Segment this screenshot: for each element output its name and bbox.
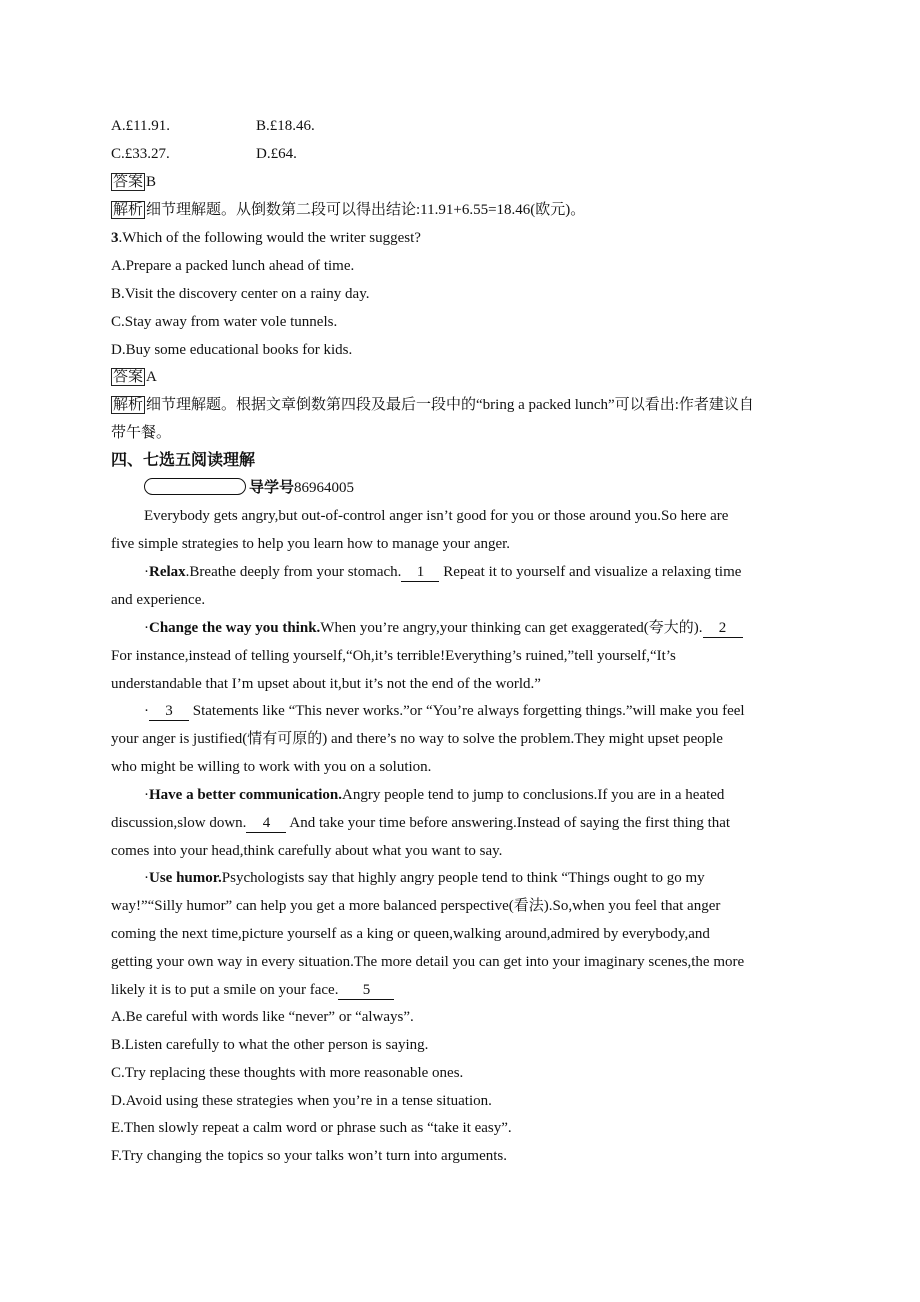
paragraph-3 [144,701,745,721]
humor-paragraph [144,868,705,888]
q2-option-b: B.£18.46. [256,118,315,134]
p3-line-3: who might be willing to work with you on a solution. [111,759,432,775]
passage-intro-line-2: five simple strategies to help you learn how to manage your anger. [111,536,511,552]
q2-analysis [111,200,585,220]
q2-analysis-text: 细节理解题。从倒数第二段可以得出结论:11.91+6.55=18.46(欧元)。 [146,202,586,218]
bullet: · [144,564,149,580]
section-title: 四、七选五阅读理解 [111,450,256,469]
q3-answer-value: A [146,369,157,385]
answer-label: 答案 [113,369,144,385]
relax-text: .Breathe deeply from your stomach. [185,564,402,580]
q2-option-c: C.£33.27. [111,146,170,162]
q3-analysis-line-2: 带午餐。 [111,425,172,441]
passage-intro-line-1: Everybody gets angry,but out-of-control anger isn’t good for you or those around you.So here are [144,508,729,524]
blank-4[interactable]: 4 [246,815,286,833]
communication-line-3: comes into your head,think carefully about what you want to say. [111,843,503,859]
change-line-3: understandable that I’m upset about it,but it’s not the end of the world.” [111,676,541,692]
bullet: · [144,870,149,886]
relax-after: Repeat it to yourself and visualize a relaxing time [443,564,742,580]
communication-text: Angry people tend to jump to conclusions.If you are in a heated [342,787,725,803]
guide-pill-box [144,478,246,495]
communication-paragraph [144,785,724,805]
choice-f: F.Try changing the topics so your talks won’t turn into arguments. [111,1148,508,1164]
relax-paragraph [144,562,741,582]
choice-a: A.Be careful with words like “never” or “always”. [111,1009,414,1025]
choice-e: E.Then slowly repeat a calm word or phrase such as “take it easy”. [111,1120,512,1136]
communication-line-2-post: And take your time before answering.Instead of saying the first thing that [289,815,731,831]
blank-2[interactable]: 2 [703,620,743,638]
change-title: Change the way you think. [149,620,321,636]
q3-option-a: A.Prepare a packed lunch ahead of time. [111,258,355,274]
q3-option-b: B.Visit the discovery center on a rainy day. [111,286,370,302]
q3-analysis [111,395,754,415]
bullet: · [144,620,149,636]
choice-b: B.Listen carefully to what the other person is saying. [111,1037,429,1053]
q3-stem [111,228,421,248]
q2-answer-value: B [146,174,157,190]
q3-stem-text: .Which of the following would the writer suggest? [118,230,421,246]
change-paragraph [144,618,743,638]
q3-option-d: D.Buy some educational books for kids. [111,342,353,358]
humor-line-2: way!”“Silly humor” can help you get a more balanced perspective(看法).So,when you feel that anger [111,898,721,914]
communication-line-2 [111,813,730,833]
guide-number: 86964005 [294,480,355,496]
relax-title: Relax [149,564,186,580]
blank-5[interactable]: 5 [338,982,394,1000]
guide-label: 导学号 [249,480,295,496]
answer-label: 答案 [113,174,144,190]
choice-d: D.Avoid using these strategies when you’re in a tense situation. [111,1093,492,1109]
humor-line-5 [111,980,394,1000]
q2-answer [111,172,156,192]
change-text: When you’re angry,your thinking can get exaggerated(夸大的). [320,620,703,636]
q2-option-d: D.£64. [256,146,297,162]
q3-analysis-text: 细节理解题。根据文章倒数第四段及最后一段中的“bring a packed lunch”可以看出:作者建议自 [146,397,754,413]
p3-line-2: your anger is justified(情有可原的) and there’s no way to solve the problem.They might upset people [111,731,723,747]
humor-line-5-text: likely it is to put a smile on your face. [111,982,339,998]
q3-option-c: C.Stay away from water vole tunnels. [111,314,338,330]
humor-line-3: coming the next time,picture yourself as a king or queen,walking around,admired by everybody,and [111,926,710,942]
blank-1[interactable]: 1 [401,564,439,582]
bullet: · [144,787,149,803]
humor-text: Psychologists say that highly angry people tend to think “Things ought to go my [221,870,705,886]
communication-title: Have a better communication. [149,787,343,803]
guide-number-row [144,478,354,498]
choice-c: C.Try replacing these thoughts with more reasonable ones. [111,1065,464,1081]
q3-number: 3 [111,230,119,246]
p3-text: Statements like “This never works.”or “You’re always forgetting things.”will make you feel [192,703,745,719]
communication-line-2-pre: discussion,slow down. [111,815,247,831]
relax-line-2: and experience. [111,592,206,608]
blank-3[interactable]: 3 [149,703,189,721]
q2-option-a: A.£11.91. [111,118,171,134]
q3-answer [111,367,157,387]
humor-title: Use humor. [149,870,222,886]
humor-line-4: getting your own way in every situation.The more detail you can get into your imaginary scenes,the more [111,954,745,970]
change-line-2: For instance,instead of telling yourself,“Oh,it’s terrible!Everything’s ruined,”tell yourself,“It’s [111,648,676,664]
analysis-label: 解析 [113,397,144,413]
bullet: · [144,703,149,719]
analysis-label: 解析 [113,202,144,218]
